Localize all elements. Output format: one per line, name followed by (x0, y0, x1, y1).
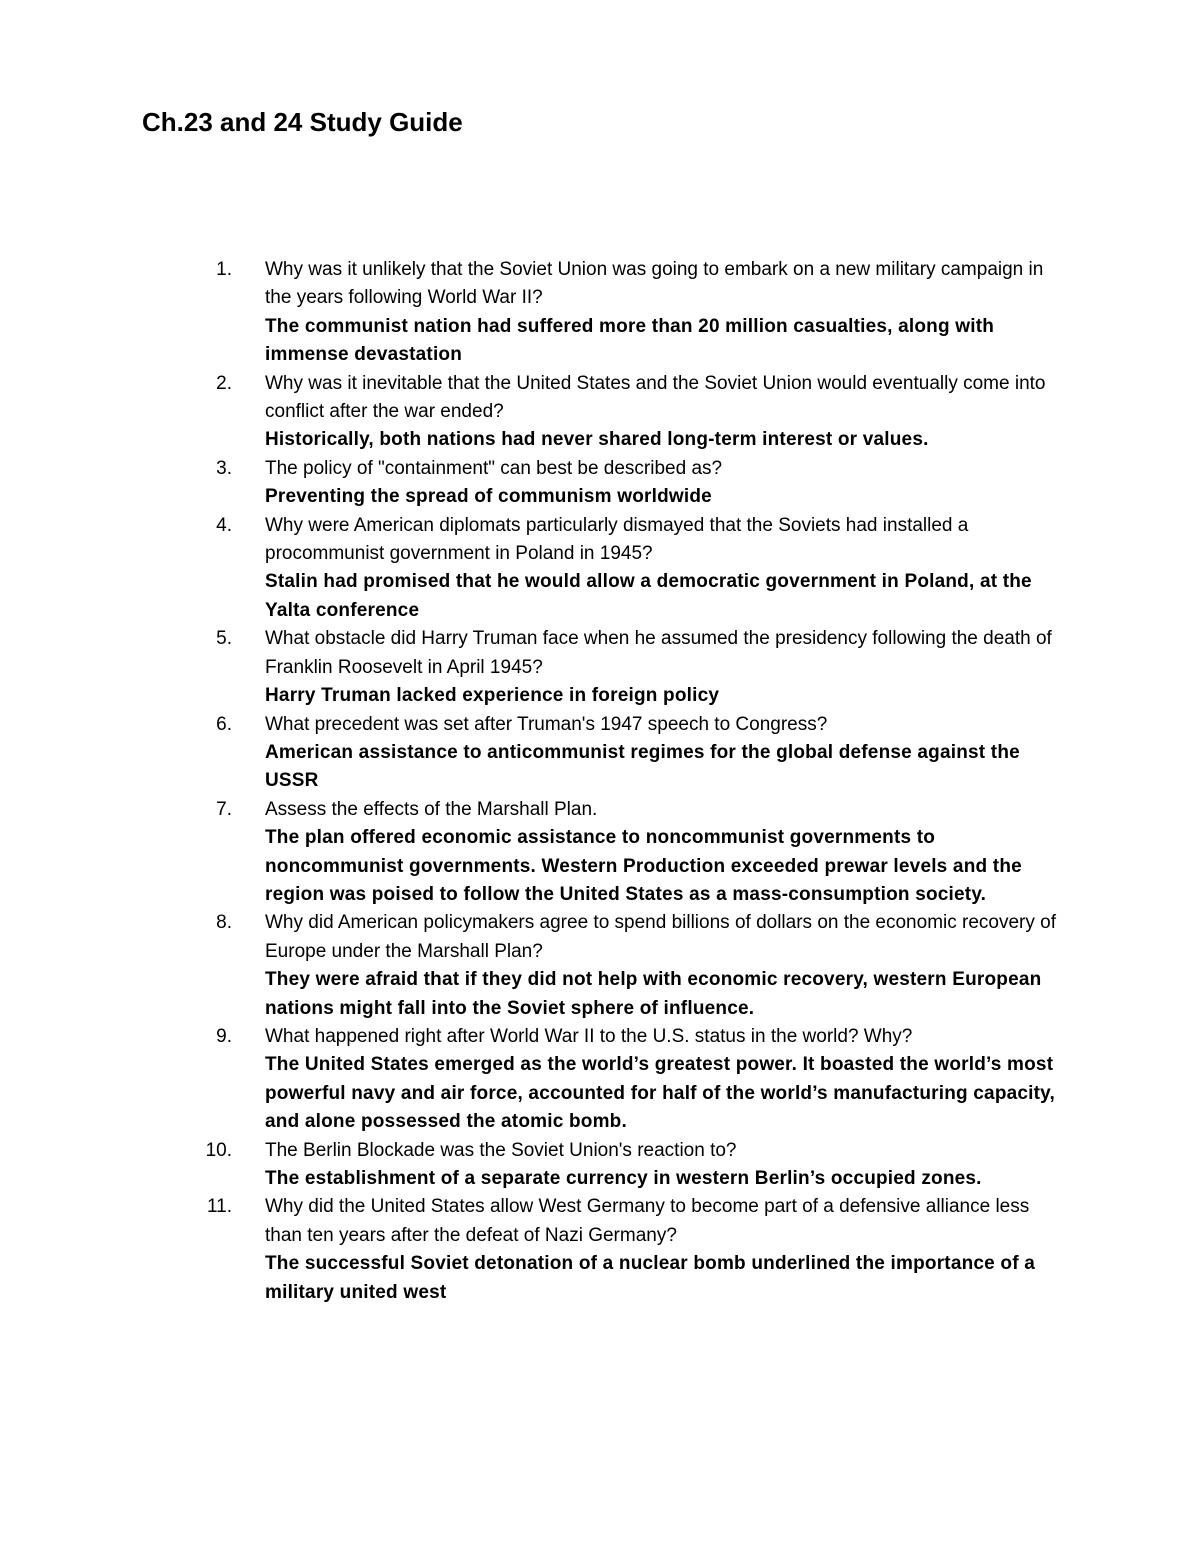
page-title: Ch.23 and 24 Study Guide (142, 107, 463, 137)
question-text: The Berlin Blockade was the Soviet Union's reaction to? (265, 1139, 737, 1161)
answer-text: They were afraid that if they did not help with economic recovery, western European nations might fall into the Soviet sphere of influence. (265, 969, 1042, 1019)
question-text: Why did the United States allow West Germany to become part of a defensive alliance less than ten years after the defeat of Nazi Germany? (265, 1196, 1030, 1246)
question-item-9 (0, 1023, 1065, 1137)
question-number: 9. (216, 1025, 232, 1047)
question-text: What happened right after World War II to the U.S. status in the world? Why? (265, 1025, 913, 1047)
question-item-8 (0, 909, 1065, 1023)
question-number: 6. (216, 713, 232, 735)
answer-text: Stalin had promised that he would allow a democratic government in Poland, at the Yalta conference (265, 571, 1032, 621)
question-text: Why were American diplomats particularly dismayed that the Soviets had installed a procommunist government in Poland in 1945? (265, 514, 969, 565)
question-text: What precedent was set after Truman's 1947 speech to Congress? (265, 713, 828, 735)
question-text: What obstacle did Harry Truman face when he assumed the presidency following the death of Franklin Roosevelt in April 1945? (265, 628, 1052, 678)
question-item-3 (0, 455, 1065, 512)
question-list (0, 256, 1200, 1307)
question-item-11 (0, 1193, 1065, 1307)
answer-text: The successful Soviet detonation of a nuclear bomb underlined the importance of a military united west (265, 1253, 1035, 1303)
question-item-2 (0, 370, 1065, 455)
question-number: 3. (216, 457, 232, 479)
question-text: Why was it inevitable that the United States and the Soviet Union would eventually come into conflict after the war ended? (265, 372, 1046, 423)
question-number: 5. (216, 628, 232, 650)
answer-text: Historically, both nations had never shared long-term interest or values. (265, 429, 929, 451)
answer-text: The United States emerged as the world’s greatest power. It boasted the world’s most powerful navy and air force, accounted for half of the world’s manufacturing capacity, and alone possessed the atomic bomb. (265, 1054, 1056, 1133)
answer-text: Harry Truman lacked experience in foreign policy (265, 685, 720, 707)
answer-text: Preventing the spread of communism worldwide (265, 486, 712, 508)
question-number: 8. (216, 912, 232, 934)
question-item-1 (0, 256, 1065, 370)
answer-text: American assistance to anticommunist regimes for the global defense against the USSR (265, 741, 1020, 792)
answer-text: The establishment of a separate currency in western Berlin’s occupied zones. (265, 1168, 982, 1189)
question-text: Why did American policymakers agree to spend billions of dollars on the economic recovery of Europe under the Marshall Plan? (265, 912, 1056, 962)
answer-text: The communist nation had suffered more than 20 million casualties, along with immense devastation (265, 315, 995, 366)
question-number: 10. (205, 1139, 232, 1161)
question-text: Why was it unlikely that the Soviet Union was going to embark on a new military campaign in the years following World War II? (265, 259, 1044, 309)
answer-text: The plan offered economic assistance to noncommunist governments to noncommunist governments. Western Production exceeded prewar levels and the region was poised to follow the United States as a mass-consumption society. (265, 827, 1022, 905)
question-item-7 (0, 796, 1065, 910)
question-text: The policy of "containment" can best be described as? (265, 457, 723, 479)
question-item-6 (0, 711, 1065, 796)
question-number: 1. (216, 259, 232, 280)
question-text: Assess the effects of the Marshall Plan. (265, 798, 598, 820)
question-item-10 (0, 1137, 1065, 1194)
question-item-5 (0, 625, 1065, 710)
question-item-4 (0, 512, 1065, 626)
question-number: 11. (206, 1196, 232, 1218)
question-number: 4. (216, 514, 232, 536)
question-number: 2. (216, 372, 232, 394)
question-number: 7. (216, 798, 232, 820)
